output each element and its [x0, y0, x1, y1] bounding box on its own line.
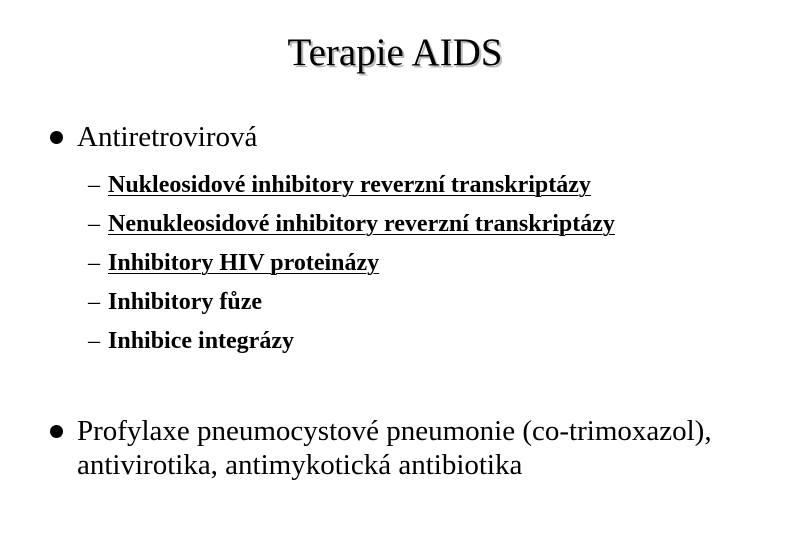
bullet-dot-icon: [50, 131, 63, 144]
bullet-text: Antiretrovirová: [77, 121, 258, 153]
sub-bullet-item: [88, 205, 615, 244]
dash-bullet-icon: –: [88, 328, 100, 354]
bullet-item-prophylaxis: [50, 414, 790, 482]
sub-bullet-text: Inhibice integrázy: [108, 328, 294, 354]
sub-bullet-text: Nukleosidové inhibitory reverzní transkriptázy: [108, 172, 591, 198]
slide-title: Terapie AIDS: [287, 31, 503, 74]
bullet-item-antiretroviral: [50, 120, 790, 154]
dash-bullet-icon: –: [88, 172, 100, 198]
sub-bullet-text: Inhibitory HIV proteinázy: [108, 250, 380, 276]
sub-bullet-item: [88, 283, 615, 322]
sub-bullet-item: [88, 244, 615, 283]
bullet-text: Profylaxe pneumocystové pneumonie (co-trimoxazol), antivirotika, antimykotická antibiotika: [77, 415, 712, 481]
sub-bullet-text: Nenukleosidové inhibitory reverzní transkriptázy: [108, 211, 615, 237]
dash-bullet-icon: –: [88, 289, 100, 315]
bullet-dot-icon: [50, 425, 63, 438]
sub-bullet-item: [88, 322, 615, 361]
dash-bullet-icon: –: [88, 211, 100, 237]
dash-bullet-icon: –: [88, 250, 100, 276]
sub-bullet-text: Inhibitory fůze: [108, 289, 263, 315]
sub-bullet-list: [88, 166, 615, 361]
sub-bullet-item: [88, 166, 615, 205]
